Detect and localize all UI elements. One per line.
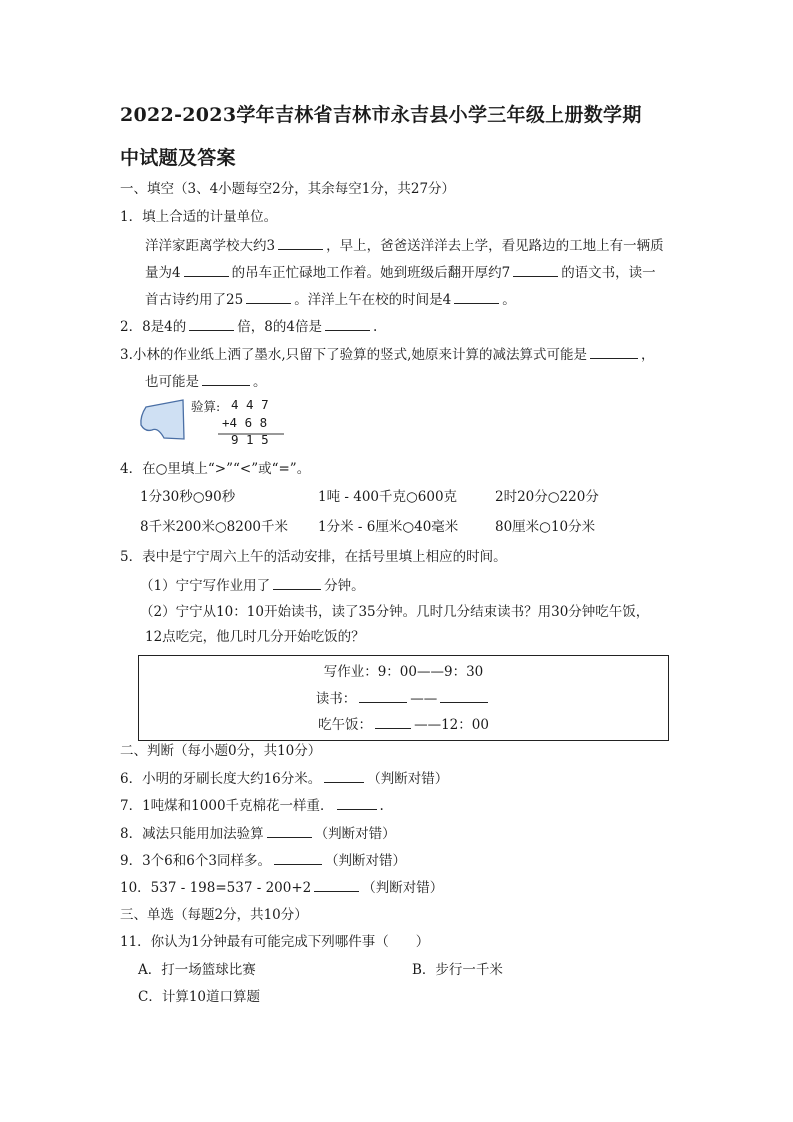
q3-text: 。 — [253, 374, 267, 390]
title-line-1: 2022-2023学年吉林省吉林市永吉县小学三年级上册数学期 — [120, 104, 642, 126]
q3-text: 3.小林的作业纸上洒了墨水,只留下了验算的竖式,她原来计算的减法算式可能是 — [120, 347, 587, 363]
ink-stained-calculation-figure — [138, 394, 288, 449]
schedule-text: ——12：00 — [414, 717, 489, 733]
answer-blank[interactable] — [267, 824, 312, 838]
fig-row-2: +4 6 8 — [222, 415, 268, 430]
q3-line-1 — [120, 345, 654, 364]
title-line-2: 中试题及答案 — [120, 147, 236, 169]
q9-text: 9．3个6和6个3同样多。 — [120, 853, 271, 869]
q3-text: ， — [640, 347, 655, 363]
answer-blank[interactable] — [246, 290, 291, 304]
fig-label: 验算: — [191, 399, 221, 414]
q10-line — [120, 878, 443, 897]
q11-option-c[interactable]: C．计算10道口算题 — [138, 989, 261, 1005]
fig-row-3: 9 1 5 — [231, 432, 269, 447]
answer-blank[interactable] — [189, 317, 234, 331]
q1-text: ，早上，爸爸送洋洋去上学，看见路边的工地上有一辆质 — [326, 238, 664, 254]
fig-row-1: 4 4 7 — [231, 397, 269, 412]
q5-text: （1）宁宁写作业用了 — [140, 578, 271, 594]
answer-blank[interactable] — [454, 290, 499, 304]
answer-blank[interactable] — [278, 236, 323, 250]
q3-text: 也可能是 — [145, 374, 199, 390]
schedule-text: —— — [410, 691, 438, 707]
q1-text: 量为4 — [145, 265, 181, 281]
q4-item: 80厘米○10分米 — [495, 519, 596, 535]
schedule-homework: 写作业：9：00——9：30 — [323, 664, 484, 680]
q7-text: . — [379, 798, 384, 814]
schedule-text: 读书： — [315, 691, 357, 707]
q4-item: 2时20分○220分 — [495, 489, 599, 505]
q6-line — [120, 769, 448, 788]
q10-text: 10．537 - 198=537 - 200+2 — [120, 880, 312, 896]
q8-text: （判断对错） — [314, 826, 396, 842]
q11-heading: 11．你认为1分钟最有可能完成下列哪件事（ ） — [120, 934, 430, 950]
answer-blank[interactable] — [375, 715, 411, 729]
q7-text: 7．1吨煤和1000千克棉花一样重． — [120, 798, 334, 814]
schedule-text: 吃午饭： — [318, 717, 373, 733]
q7-line — [120, 796, 384, 815]
section-1-heading: 一、填空（3、4小题每空2分，其余每空1分，共27分） — [120, 181, 456, 197]
answer-blank[interactable] — [202, 372, 250, 386]
answer-blank[interactable] — [274, 851, 322, 865]
q1-text: 的语文书，读一 — [561, 265, 656, 281]
q5-part-1 — [140, 576, 365, 595]
answer-blank[interactable] — [324, 769, 364, 783]
q1-text: 首古诗约用了25 — [145, 292, 244, 308]
q8-line — [120, 824, 396, 843]
answer-blank[interactable] — [590, 345, 638, 359]
q5-part-2: （2）宁宁从10：10开始读书，读了35分钟。几时几分结束读书？用30分钟吃午饭， — [140, 604, 650, 620]
q5-text: 分钟。 — [324, 578, 365, 594]
section-2-heading: 二、判断（每小题0分，共10分） — [120, 743, 322, 759]
q2-line — [120, 317, 377, 336]
q11-option-a[interactable]: A．打一场篮球比赛 — [138, 962, 256, 978]
schedule-reading — [139, 687, 668, 707]
schedule-table — [138, 655, 669, 741]
answer-blank[interactable] — [273, 576, 321, 590]
q2-text: . — [372, 319, 378, 335]
q1-heading: 1．填上合适的计量单位。 — [120, 209, 278, 225]
answer-blank[interactable] — [440, 689, 488, 703]
q11-option-b[interactable]: B．步行一千米 — [412, 962, 503, 978]
q4-item: 8千米200米○8200千米 — [140, 519, 288, 535]
answer-blank[interactable] — [184, 263, 229, 277]
q6-text: 6．小明的牙刷长度大约16分米。 — [120, 771, 322, 787]
q9-line — [120, 851, 406, 870]
q1-text: 。洋洋上午在校的时间是4 — [294, 292, 452, 308]
q1-line-3 — [145, 290, 516, 309]
answer-blank[interactable] — [325, 317, 370, 331]
q5-heading: 5．表中是宁宁周六上午的活动安排，在括号里填上相应的时间。 — [120, 549, 507, 565]
answer-blank[interactable] — [314, 878, 359, 892]
q5-part-2-cont: 12点吃完，他几时几分开始吃饭的？ — [145, 629, 365, 645]
q10-text: （判断对错） — [362, 880, 444, 896]
q1-line-1 — [145, 236, 664, 255]
q1-text: 。 — [502, 292, 516, 308]
q4-item: 1吨 - 400千克○600克 — [318, 489, 458, 505]
schedule-lunch — [139, 713, 668, 733]
q4-item: 1分30秒○90秒 — [140, 489, 236, 505]
q9-text: （判断对错） — [324, 853, 406, 869]
section-3-heading: 三、单选（每题2分，共10分） — [120, 907, 308, 923]
q2-text: 倍，8的4倍是 — [237, 319, 322, 335]
q4-heading: 4．在○里填上“>”“<”或“=”。 — [120, 461, 311, 477]
answer-blank[interactable] — [513, 263, 558, 277]
q8-text: 8．减法只能用加法验算 — [120, 826, 264, 842]
q1-line-2 — [145, 263, 656, 282]
q6-text: （判断对错） — [367, 771, 449, 787]
q2-text: 2．8是4的 — [120, 319, 187, 335]
q3-line-2 — [145, 372, 267, 391]
q1-text: 洋洋家距离学校大约3 — [145, 238, 276, 254]
answer-blank[interactable] — [359, 689, 407, 703]
q4-item: 1分米 - 6厘米○40毫米 — [318, 519, 459, 535]
q1-text: 的吊车正忙碌地工作着。她到班级后翻开厚约7 — [231, 265, 511, 281]
answer-blank[interactable] — [337, 796, 377, 810]
